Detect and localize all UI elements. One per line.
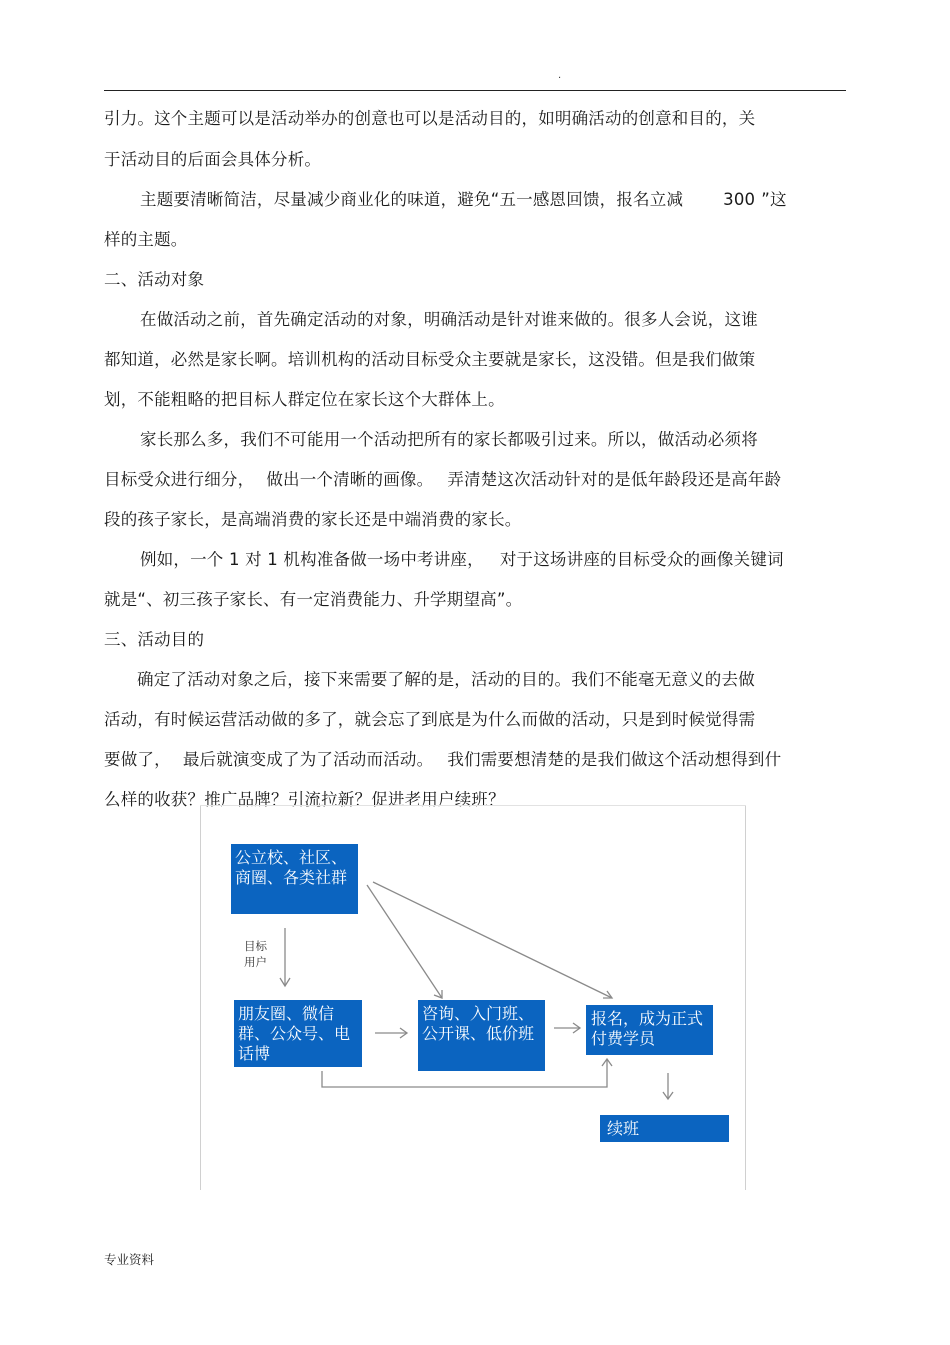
paragraph-line: 引力。这个主题可以是活动举办的创意也可以是活动目的，如明确活动的创意和目的，关 [104, 109, 756, 128]
flow-diagram [200, 805, 746, 1190]
paragraph-line: 么样的收获？推广品牌？引流拉新？促进老用户续班？ [104, 790, 505, 809]
text-span: ”这 [761, 190, 787, 209]
footer-label: 专业资料 [104, 1252, 155, 1267]
header-mark: . [558, 70, 562, 81]
arrow-source-to-enroll [373, 882, 612, 998]
section-heading: 二、活动对象 [104, 270, 205, 289]
arrow-source-to-trial [367, 885, 442, 998]
text-span: 做出一个清晰的画像。 [266, 470, 434, 489]
number-300: 300 [723, 190, 756, 209]
paragraph-line: 都知道，必然是家长啊。培训机构的活动目标受众主要就是家长，这没错。但是我们做策 [104, 350, 756, 369]
paragraph-line: 活动，有时候运营活动做的多了，就会忘了到底是为什么而做的活动，只是到时候觉得需 [104, 710, 756, 729]
paragraph-line: 于活动目的后面会具体分析。 [104, 150, 322, 169]
text-span: 目标受众进行细分， [104, 470, 255, 489]
header-rule [104, 90, 846, 91]
number-1: 1 [228, 550, 240, 569]
text-span: 我们需要想清楚的是我们做这个活动想得到什 [447, 750, 782, 769]
paragraph-line-theme [140, 190, 787, 210]
text-span: 例如，一个 [140, 550, 224, 569]
paragraph-line-target [104, 470, 781, 490]
text-span: 主题要清晰简洁，尽量减少商业化的味道，避免“五一感恩回馈，报名立减 [140, 190, 684, 209]
paragraph-line-example [140, 550, 784, 570]
section-heading: 三、活动目的 [104, 630, 205, 649]
text-span: 要做了， [104, 750, 171, 769]
paragraph-line: 就是“、初三孩子家长、有一定消费能力、升学期望高”。 [104, 590, 523, 609]
paragraph-line: 划，不能粗略的把目标人群定位在家长这个大群体上。 [104, 390, 505, 409]
edge-label-target-users: 目标 用户 [244, 939, 267, 969]
text-span: 机构准备做一场中考讲座， [283, 550, 484, 569]
node-channels: 朋友圈、微信群、公众号、电话博 [234, 1000, 362, 1067]
paragraph-line-purpose [104, 750, 781, 770]
text-span: 对于这场讲座的目标受众的画像关键词 [499, 550, 784, 569]
paragraph-line: 样的主题。 [104, 230, 188, 249]
paragraph-line: 在做活动之前，首先确定活动的对象，明确活动是针对谁来做的。很多人会说，这谁 [140, 310, 758, 329]
text-span: 对 [245, 550, 262, 569]
node-renew: 续班 [600, 1115, 729, 1142]
node-enroll: 报名，成为正式付费学员 [586, 1005, 713, 1055]
paragraph-line: 确定了活动对象之后，接下来需要了解的是，活动的目的。我们不能毫无意义的去做 [137, 670, 755, 689]
text-span: 最后就演变成了为了活动而活动。 [182, 750, 434, 769]
text-span: 弄清楚这次活动针对的是低年龄段还是高年龄 [447, 470, 782, 489]
paragraph-line: 家长那么多，我们不可能用一个活动把所有的家长都吸引过来。所以，做活动必须将 [140, 430, 758, 449]
number-1: 1 [267, 550, 278, 569]
paragraph-line: 段的孩子家长，是高端消费的家长还是中端消费的家长。 [104, 510, 522, 529]
node-trial: 咨询、入门班、公开课、低价班 [418, 1000, 545, 1071]
node-source: 公立校、社区、商圈、各类社群 [231, 844, 358, 914]
